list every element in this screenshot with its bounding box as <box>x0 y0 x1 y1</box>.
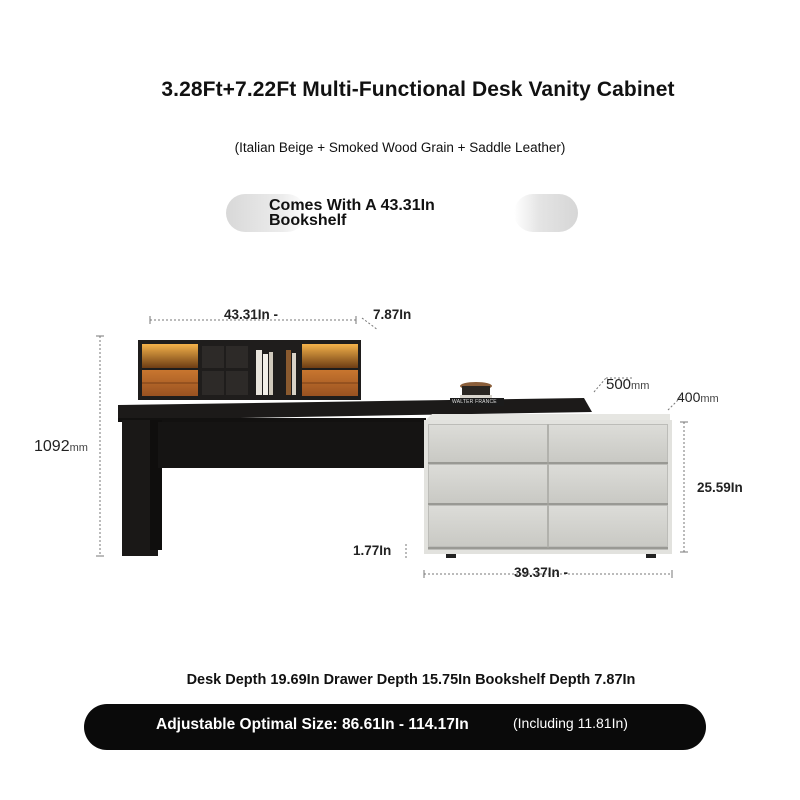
total-height-unit: mm <box>69 442 88 454</box>
cabinet-extra-unit: mm <box>700 393 719 405</box>
total-height-value: 1092 <box>34 438 70 455</box>
cabinet-width-label: 39.37In - <box>514 565 569 580</box>
cabinet-depth-value: 500 <box>606 376 632 393</box>
cabinet-depth-unit: mm <box>631 380 650 392</box>
decor-book-label: WALTER FRANCE <box>452 399 497 405</box>
depth-summary: Desk Depth 19.69In Drawer Depth 15.75In Bookshelf Depth 7.87In <box>186 672 636 688</box>
size-bar-note: (Including 11.81In) <box>513 715 628 731</box>
page-subtitle: (Italian Beige + Smoked Wood Grain + Saddle Leather) <box>234 140 566 155</box>
cabinet-height-label: 25.59In <box>697 480 743 495</box>
bookshelf <box>138 340 361 400</box>
feature-pill-line2: Bookshelf <box>269 212 347 229</box>
cabinet-extra-label <box>677 389 719 407</box>
bookshelf-depth-label: 7.87In <box>373 307 412 322</box>
bookshelf-width-label: 43.31In - <box>224 307 279 322</box>
page-title: 3.28Ft+7.22Ft Multi-Functional Desk Vanity Cabinet <box>161 78 675 101</box>
drawer-cabinet <box>424 414 672 558</box>
cabinet-extra-value: 400 <box>677 389 701 405</box>
cabinet-depth-label <box>606 376 649 394</box>
feature-pill-line1: Comes With A 43.31In <box>269 197 435 214</box>
leg-height-label: 1.77In <box>353 543 392 558</box>
total-height-label <box>34 438 88 456</box>
size-bar-text: Adjustable Optimal Size: 86.61In - 114.17In <box>156 716 469 733</box>
